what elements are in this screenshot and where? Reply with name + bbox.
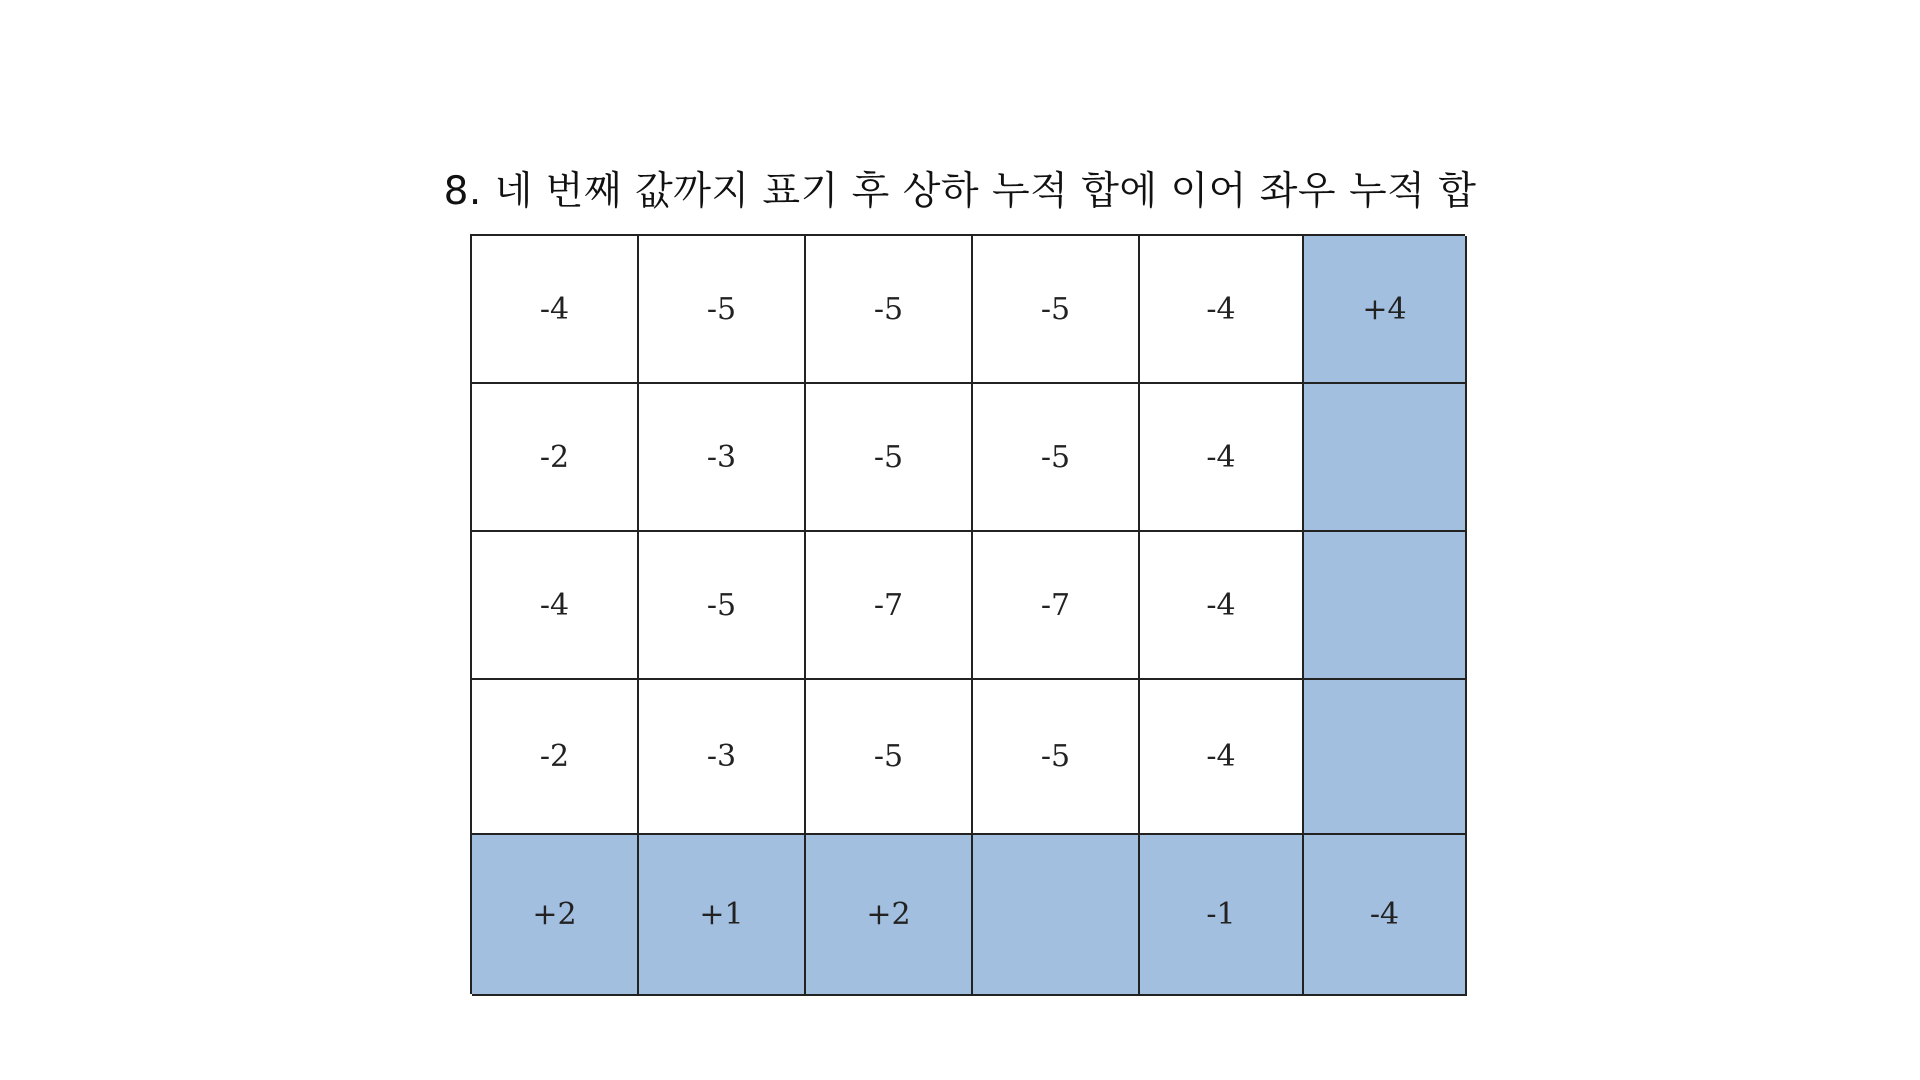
grid-cell-r4-c4: -5: [973, 680, 1140, 835]
grid-cell-r1-c2: -5: [639, 236, 806, 384]
grid-cell-r3-c3: -7: [806, 532, 973, 680]
grid-cell-r5-c3: +2: [806, 835, 973, 996]
diagram-title: 8. 네 번째 값까지 표기 후 상하 누적 합에 이어 좌우 누적 합: [443, 169, 1477, 214]
grid-cell-r5-c1: +2: [472, 835, 639, 996]
grid-cell-r1-c3: -5: [806, 236, 973, 384]
grid-cell-r5-c4: [973, 835, 1140, 996]
grid-cell-r1-c1: -4: [472, 236, 639, 384]
grid-cell-r5-c5: -1: [1140, 835, 1304, 996]
grid-cell-r5-c2: +1: [639, 835, 806, 996]
grid-cell-r4-c3: -5: [806, 680, 973, 835]
grid-cell-r3-c6: [1304, 532, 1467, 680]
grid-cell-r4-c6: [1304, 680, 1467, 835]
grid-cell-r3-c4: -7: [973, 532, 1140, 680]
grid-cell-r1-c5: -4: [1140, 236, 1304, 384]
grid-cell-r3-c1: -4: [472, 532, 639, 680]
grid-cell-r3-c2: -5: [639, 532, 806, 680]
grid-cell-r1-c6: +4: [1304, 236, 1467, 384]
grid-cell-r1-c4: -5: [973, 236, 1140, 384]
grid-cell-r2-c4: -5: [973, 384, 1140, 532]
grid-cell-r2-c6: [1304, 384, 1467, 532]
grid-cell-r2-c1: -2: [472, 384, 639, 532]
grid-cell-r4-c2: -3: [639, 680, 806, 835]
grid-cell-r4-c5: -4: [1140, 680, 1304, 835]
value-grid: [470, 234, 1465, 994]
grid-cell-r2-c3: -5: [806, 384, 973, 532]
grid-cell-r3-c5: -4: [1140, 532, 1304, 680]
grid-cell-r2-c5: -4: [1140, 384, 1304, 532]
grid-cell-r4-c1: -2: [472, 680, 639, 835]
grid-cell-r5-c6: -4: [1304, 835, 1467, 996]
grid-cell-r2-c2: -3: [639, 384, 806, 532]
